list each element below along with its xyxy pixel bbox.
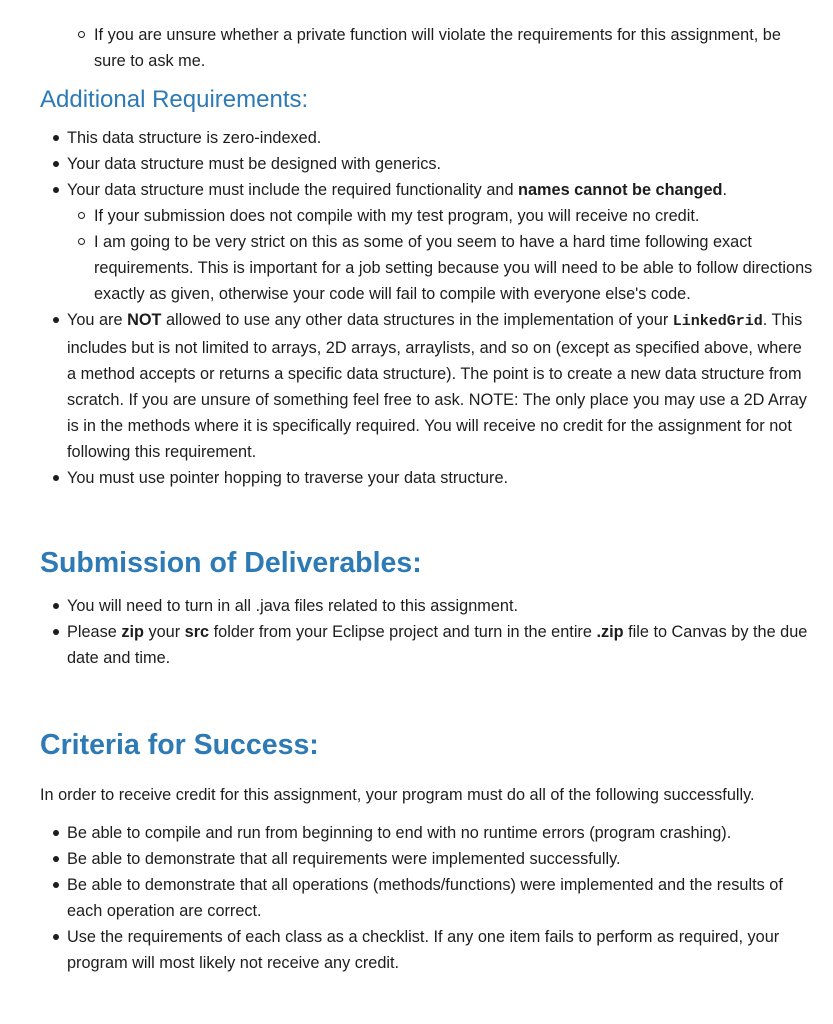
private-function-note-list — [0, 22, 800, 74]
emphasis-text: NOT — [127, 311, 162, 329]
submission-list — [0, 593, 815, 671]
item-text: . This includes but is not limited to arrays, 2D arrays, arraylists, and so on (except as specified above, where a method accepts or returns a specific data structure). The point is to create a new data structure from scratch. If you are unsure of something feel free to ask. NOTE: The only place you may use a 2D Array is in the methods where it is specifically required. You will receive no credit for the assignment for not following this requirement. — [67, 311, 807, 461]
criteria-intro: In order to receive credit for this assignment, your program must do all of the following successfully. — [40, 786, 755, 804]
list-item: This data structure is zero-indexed. — [0, 125, 815, 151]
list-item: Be able to demonstrate that all requirements were implemented successfully. — [0, 846, 815, 872]
list-item — [0, 619, 815, 671]
item-text: folder from your Eclipse project and turn in the entire — [209, 623, 597, 641]
nested-list-item: I am going to be very strict on this as some of you seem to have a hard time following exact requirements. This is important for a job setting because you will need to be able to follow directions exactly as given, otherwise your code will fail to compile with everyone else's code. — [0, 229, 815, 307]
list-item: Be able to compile and run from beginning to end with no runtime errors (program crashing). — [0, 820, 815, 846]
list-item: Your data structure must be designed with generics. — [0, 151, 815, 177]
criteria-heading: Criteria for Success: — [40, 729, 319, 761]
item-text: allowed to use any other data structures in the implementation of your — [161, 311, 673, 329]
list-item: You will need to turn in all .java files related to this assignment. — [0, 593, 815, 619]
emphasis-text: src — [184, 623, 210, 641]
additional-requirements-list — [0, 125, 815, 491]
criteria-list — [0, 820, 815, 976]
list-item — [0, 307, 815, 465]
list-item — [0, 177, 815, 307]
item-text: Please — [67, 623, 122, 641]
list-item: Use the requirements of each class as a checklist. If any one item fails to perform as required, your program will most likely not receive any credit. — [0, 924, 815, 976]
nested-list-item: If your submission does not compile with my test program, you will receive no credit. — [0, 203, 815, 229]
list-item: Be able to demonstrate that all operations (methods/functions) were implemented and the results of each operation are correct. — [0, 872, 815, 924]
list-item: You must use pointer hopping to traverse your data structure. — [0, 465, 815, 491]
private-function-note: If you are unsure whether a private function will violate the requirements for this assignment, be sure to ask me. — [0, 22, 800, 74]
item-text: . — [722, 181, 728, 199]
additional-requirements-heading: Additional Requirements: — [40, 86, 309, 113]
emphasis-text: zip — [121, 623, 144, 641]
emphasis-text: .zip — [596, 623, 624, 641]
code-identifier: LinkedGrid — [672, 313, 763, 330]
item-text: your — [143, 623, 185, 641]
item-text: file to Canvas by the due date and time. — [67, 623, 808, 667]
submission-heading: Submission of Deliverables: — [40, 547, 422, 579]
item-text: Your data structure must include the required functionality and — [67, 181, 519, 199]
nested-list — [67, 203, 815, 307]
item-text: You are — [67, 311, 128, 329]
emphasis-text: names cannot be changed — [518, 181, 723, 199]
